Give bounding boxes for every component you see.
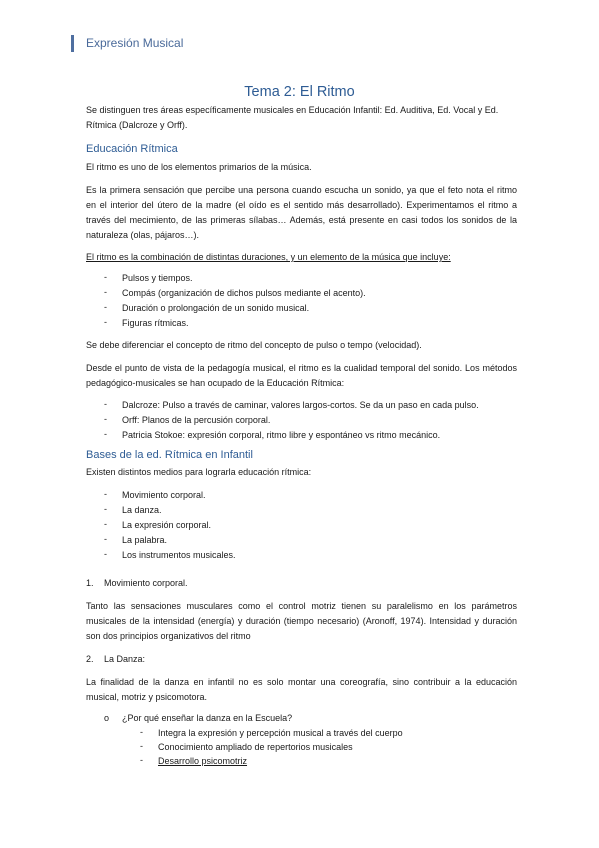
- list-item: Movimiento corporal.: [122, 490, 206, 500]
- list-bullet: -: [104, 302, 107, 312]
- paragraph: Se debe diferenciar el concepto de ritmo del concepto de pulso o tempo (velocidad).: [86, 340, 422, 350]
- list-item: Figuras rítmicas.: [122, 318, 189, 328]
- paragraph: Desde el punto de vista de la pedagogía musical, el ritmo es la cualidad temporal del sonido. Los métodos pedagógico-musicales se han ocupado de la Educación Rítmica:: [86, 363, 517, 388]
- numbered-item-title: Movimiento corporal.: [104, 578, 188, 588]
- list-item: Dalcroze: Pulso a través de caminar, valores largos-cortos. Se da un paso en cada pulso.: [122, 400, 479, 410]
- header-accent-bar: [71, 35, 74, 52]
- list-item: Conocimiento ampliado de repertorios musicales: [158, 742, 353, 752]
- list-item: Orff: Planos de la percusión corporal.: [122, 415, 271, 425]
- numbered-item-number: 1.: [86, 578, 94, 588]
- list-item: Pulsos y tiempos.: [122, 273, 193, 283]
- numbered-item-title: La Danza:: [104, 654, 146, 664]
- paragraph: Existen distintos medios para lograrla educación rítmica:: [86, 467, 312, 477]
- list-item-underlined: Desarrollo psicomotriz: [158, 756, 248, 766]
- list-bullet: -: [104, 504, 107, 514]
- list-bullet: -: [140, 741, 143, 751]
- page-title: Tema 2: El Ritmo: [244, 84, 355, 100]
- paragraph: El ritmo es uno de los elementos primarios de la música.: [86, 162, 312, 172]
- paragraph: Es la primera sensación que percibe una persona cuando escucha un sonido, ya que el feto nota el ritmo en el interior del útero de la madre (el oído es el sentido más desarrollado). Experimentamos el ritmo a través del mecimiento, de las primeras sílabas… Además, está presente en casi todos los sonidos de la naturaleza (olas, pájaros…).: [86, 185, 517, 240]
- paragraph: Tanto las sensaciones musculares como el control motriz tienen su paralelismo en los parámetros musicales de la intensidad (energía) y duración (tiempo necesario) (Aronoff, 1974). Intensidad y duración son dos principios organizativos del ritmo: [86, 601, 517, 641]
- list-bullet: -: [104, 429, 107, 439]
- numbered-item-number: 2.: [86, 654, 94, 664]
- list-item: La danza.: [122, 505, 162, 515]
- circle-bullet: o: [104, 713, 110, 723]
- list-item: Duración o prolongación de un sonido musical.: [122, 303, 310, 313]
- list-bullet: -: [104, 272, 107, 282]
- intro-paragraph: Se distinguen tres áreas específicamente musicales en Educación Infantil: Ed. Auditiva, Ed. Vocal y Ed. Rítmica (Dalcroze y Orff).: [86, 105, 499, 130]
- list-bullet: -: [140, 727, 143, 737]
- section-heading-educacion-ritmica: Educación Rítmica: [86, 143, 178, 155]
- paragraph-underlined: El ritmo es la combinación de distintas duraciones, y un elemento de la música que incluye:: [86, 252, 451, 262]
- list-bullet: -: [104, 534, 107, 544]
- list-bullet: -: [104, 287, 107, 297]
- list-item: Patricia Stokoe: expresión corporal, ritmo libre y espontáneo vs ritmo mecánico.: [122, 430, 441, 440]
- header-title: Expresión Musical: [86, 36, 184, 50]
- section-heading-bases: Bases de la ed. Rítmica en Infantil: [86, 449, 253, 461]
- list-bullet: -: [104, 489, 107, 499]
- list-bullet: -: [104, 414, 107, 424]
- list-item: La expresión corporal.: [122, 520, 212, 530]
- paragraph: La finalidad de la danza en infantil no es solo montar una coreografía, sino contribuir a la educación musical, motriz y psicomotora.: [86, 677, 517, 702]
- list-bullet: -: [104, 399, 107, 409]
- list-bullet: -: [140, 755, 143, 765]
- list-item: Los instrumentos musicales.: [122, 550, 236, 560]
- question-item: ¿Por qué enseñar la danza en la Escuela?: [122, 713, 293, 723]
- list-bullet: -: [104, 317, 107, 327]
- list-item: Compás (organización de dichos pulsos mediante el acento).: [122, 288, 366, 298]
- list-bullet: -: [104, 549, 107, 559]
- list-bullet: -: [104, 519, 107, 529]
- list-item: Integra la expresión y percepción musical a través del cuerpo: [158, 728, 403, 738]
- list-item: La palabra.: [122, 535, 168, 545]
